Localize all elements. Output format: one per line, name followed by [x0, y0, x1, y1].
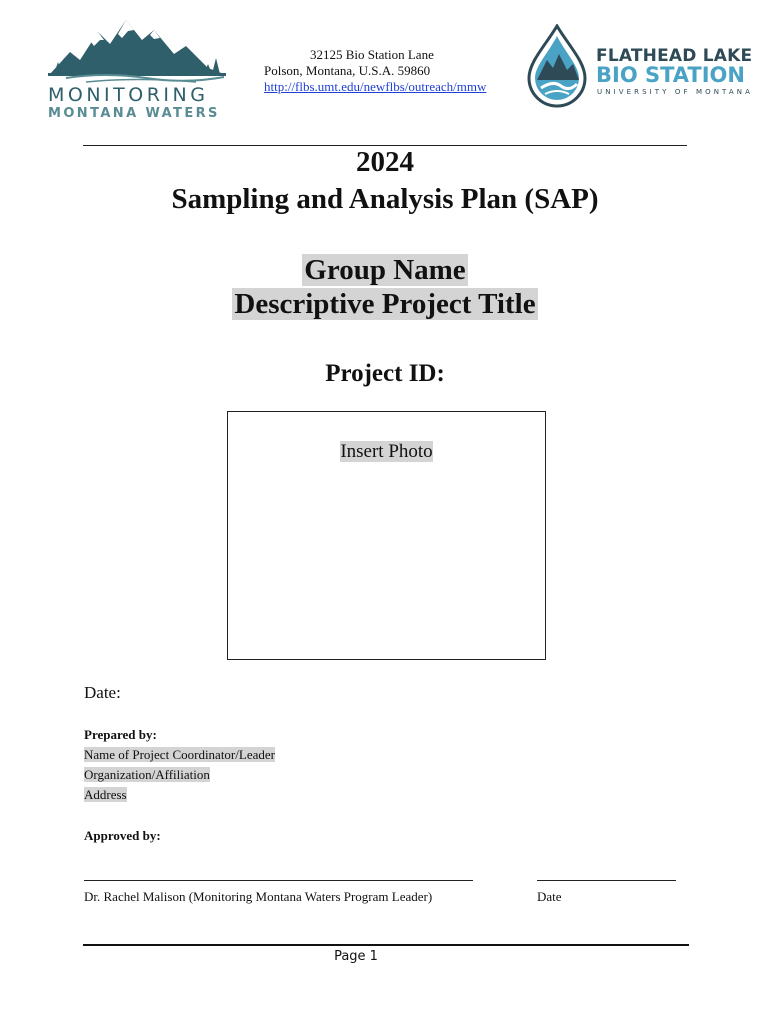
- plan-year: 2024: [356, 146, 414, 178]
- approved-by-heading: Approved by:: [84, 828, 161, 843]
- coordinator-placeholder[interactable]: Name of Project Coordinator/Leader: [84, 747, 275, 762]
- address-street: 32125 Bio Station Lane: [310, 47, 434, 62]
- photo-frame[interactable]: [227, 411, 546, 660]
- signature-line[interactable]: [84, 880, 473, 881]
- organization-placeholder[interactable]: Organization/Affiliation: [84, 767, 210, 782]
- project-id-label: Project ID:: [325, 360, 445, 387]
- date-label: Date:: [84, 683, 121, 702]
- water-drop-icon: [523, 24, 591, 108]
- group-name-placeholder[interactable]: Group Name: [304, 254, 466, 286]
- address-placeholder[interactable]: Address: [84, 787, 127, 802]
- photo-placeholder[interactable]: Insert Photo: [340, 441, 433, 462]
- footer-divider: [83, 944, 689, 946]
- address-city: Polson, Montana, U.S.A. 59860: [264, 63, 431, 78]
- logo-text-flathead-lake: FLATHEAD LAKE: [596, 46, 753, 66]
- logo-text-university: UNIVERSITY OF MONTANA: [597, 88, 753, 96]
- logo-text-montana-waters: MONTANA WATERS: [48, 106, 220, 121]
- prepared-line: [84, 747, 275, 763]
- logo-text-bio-station: BIO STATION: [596, 63, 745, 87]
- page-number: Page 1: [334, 949, 378, 964]
- project-title-placeholder[interactable]: Descriptive Project Title: [234, 288, 536, 320]
- prepared-line: [84, 767, 210, 783]
- signature-date-label: Date: [537, 889, 562, 904]
- photo-placeholder-line: [228, 441, 545, 463]
- prepared-by-heading: Prepared by:: [84, 727, 157, 742]
- logo-text-monitoring: MONITORING: [48, 84, 209, 106]
- mountain-icon: [46, 14, 228, 84]
- website-link[interactable]: http://flbs.umt.edu/newflbs/outreach/mmw: [264, 79, 487, 94]
- project-title-line: [0, 288, 770, 321]
- group-name-line: [0, 254, 770, 287]
- plan-title: Sampling and Analysis Plan (SAP): [171, 183, 599, 215]
- signer-name: Dr. Rachel Malison (Monitoring Montana Waters Program Leader): [84, 889, 433, 904]
- station-address: [264, 47, 504, 95]
- signature-date-line[interactable]: [537, 880, 676, 881]
- prepared-line: [84, 787, 127, 803]
